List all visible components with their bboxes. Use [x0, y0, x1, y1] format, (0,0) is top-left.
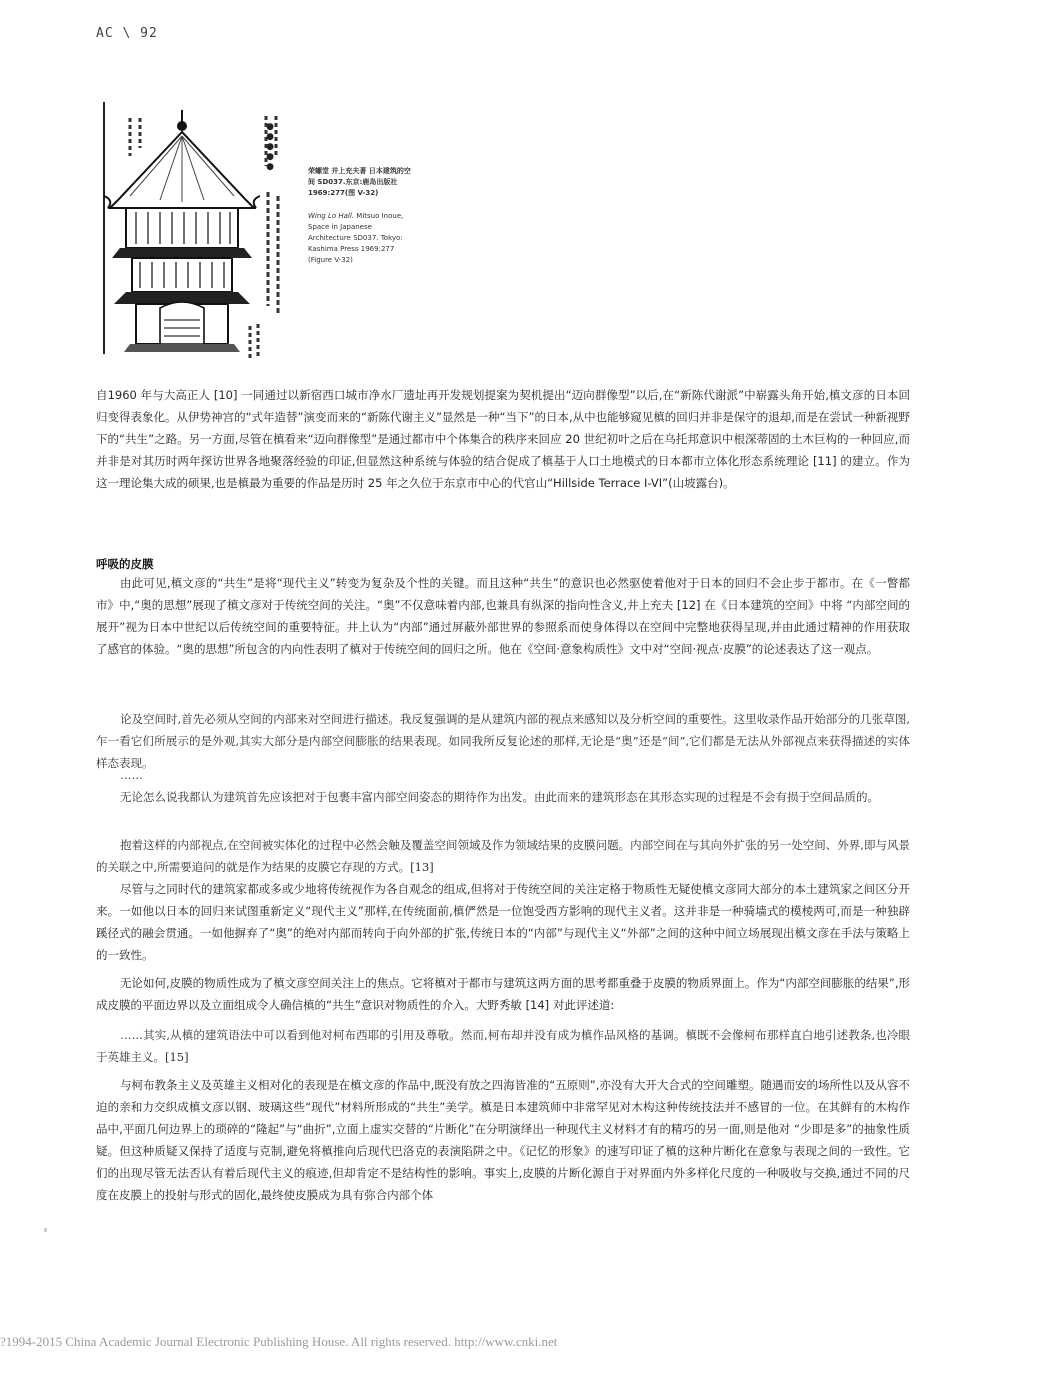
caption-chinese: 荣螺堂 井上充夫著 日本建筑的空间 SD037.东京:鹿岛出版社 1969:277(图 V-32)	[308, 167, 411, 197]
quote-ellipsis: ……	[120, 768, 143, 782]
figure-caption	[308, 166, 414, 266]
quote-paragraph-2: 无论怎么说我都认为建筑首先应该把对于包裹丰富内部空间姿态的期待作为出发。由此而来的建筑形态在其形态实现的过程是不会有损于空间品质的。	[120, 790, 879, 804]
margin-mark	[44, 1228, 47, 1232]
svg-text:●●●●●: ●●●●●	[265, 122, 275, 172]
body-paragraph-1: 由此可见,槙文彦的“共生”是将“现代主义”转变为复杂及个性的关键。而且这种“共生”的意识也必然驱使着他对于日本的回归不会止步于都市。在《一瞥都市》中,“奥的思想”展现了槙文彦对于传统空间的关注。“奥”不仅意味着内部,也兼具有纵深的指向性含义,井上充夫 [12] 在《日本建筑的空间》中将 “内部空间的展开”视为日本中世纪以后传统空间的重要特征。井上认为“内部”通过屏蔽外部世界的参照系而使身体得以在空间中完整地获得呈现,并由此通过精神的作用获取了感官的体验。“奥的思想”所包含的内向性表明了槙对于传统空间的回归之所。他在《空间·意象构质性》文中对“空间·视点·皮膜”的论述表达了这一观点。	[96, 576, 910, 656]
body-paragraph-3: 无论如何,皮膜的物质性成为了槙文彦空间关注上的焦点。它将槙对于都市与建筑这两方面的思考都重叠于皮膜的物质界面上。作为“内部空间膨胀的结果”,形成皮膜的平面边界以及立面组成令人确信槙的“共生”意识对物质性的介入。大野秀敏 [14] 对此评述道:	[96, 976, 910, 1012]
caption-english-rest: Mitsuo Inoue, Space in Japanese Architecture SD037. Tokyo: Kashima Press 1969:277 (Figure V-32)	[308, 212, 404, 264]
body-paragraph-4: 与柯布教条主义及英雄主义相对化的表现是在槙文彦的作品中,既没有放之四海皆准的“五原则”,亦没有大开大合式的空间雕塑。随遇而安的场所性以及从容不迫的亲和力交织成槙文彦以钢、玻璃这些“现代”材料所形成的“共生”美学。槙是日本建筑师中非常罕见对木构这种传统技法并不感冒的一位。在其鲜有的木构作品中,平面几何边界上的琐碎的“隆起”与“曲折”,立面上虚实交替的“片断化”在分明演绎出一种现代主义材料才有的精巧的另一面,则是他对 “少即是多”的抽象性质疑。但这种质疑又保持了适度与克制,避免将槙推向后现代巴洛克的表演陷阱之中。《记忆的形象》的速写印证了槙的这种片断化在意象与表现之间的一致性。它们的出现尽管无法否认有着后现代主义的痕迹,但却肯定不是结构性的影响。事实上,皮膜的片断化源自于对界面内外多样化尺度的一种吸收与交换,通过不同的尺度在皮膜上的投射与形式的固化,最终使皮膜成为具有弥合内部个体	[96, 1078, 910, 1202]
section-title: 呼吸的皮膜	[96, 557, 154, 571]
body-paragraph-2: 尽管与之同时代的建筑家都或多或少地将传统视作为各自观念的组成,但将对于传统空间的关注定格于物质性无疑使槙文彦同大部分的本土建筑家之间区分开来。一如他以日本的回归来试图重新定义“现代主义”那样,在传统面前,槙俨然是一位饱受西方影响的现代主义者。这并非是一种骑墙式的模棱两可,而是一种独辟蹊径式的融会贯通。一如他摒弃了“奥”的绝对内部而转向于向外部的扩张,传统日本的“内部”与现代主义“外部”之间的这种中间立场展现出槙文彦在手法与策略上的一致性。	[96, 882, 910, 962]
copyright-footer: ?1994-2015 China Academic Journal Electronic Publishing House. All rights reserved. http://www.cnki.net	[0, 1334, 558, 1349]
pagoda-illustration	[100, 96, 296, 358]
quote-paragraph-4: ……其实,从槙的建筑语法中可以看到他对柯布西耶的引用及尊敬。然而,柯布却并没有成为槙作品风格的基调。槙既不会像柯布那样直白地引述教条,也冷眼于英雄主义。[15]	[96, 1028, 910, 1064]
page-header: AC \ 92	[96, 26, 158, 41]
quote-paragraph-1: 论及空间时,首先必须从空间的内部来对空间进行描述。我反复强调的是从建筑内部的视点来感知以及分析空间的重要性。这里收录作品开始部分的几张草图,乍一看它们所展示的是外观,其实大部分是内部空间膨胀的结果表现。如同我所反复论述的那样,无论是“奥”还是“间”,它们都是无法从外部视点来获得描述的实体样态表现。	[96, 712, 910, 770]
caption-english-title: Wing Lo Hall.	[308, 212, 355, 220]
caption-english	[308, 211, 414, 266]
intro-paragraph: 自1960 年与大高正人 [10] 一同通过以新宿西口城市净水厂遗址再开发规划提案为契机提出“迈向群像型”以后,在“新陈代谢派”中崭露头角开始,槙文彦的日本回归变得表象化。从伊势神宫的“式年造替”演变而来的“新陈代谢主义”显然是一种“当下”的日本,从中也能够窥见槙的回归并非是保守的退却,而是在尝试一种新视野下的“共生”之路。另一方面,尽管在槙看来“迈向群像型”是通过都市中个体集合的秩序来回应 20 世纪初叶之后在乌托邦意识中根深蒂固的土木巨构的一种回应,而并非是对其历时两年探访世界各地聚落经验的印证,但显然这种系统与体验的结合促成了槙基于人口土地模式的日本都市立体化形态系统理论 [11] 的建立。作为这一理论集大成的硕果,也是槙最为重要的作品是历时 25 年之久位于东京市中心的代官山“Hillside Terrace I-VI”(山坡露台)。	[96, 388, 910, 490]
quote-paragraph-3: 抱着这样的内部视点,在空间被实体化的过程中必然会触及覆盖空间领域及作为领域结果的皮膜问题。内部空间在与其向外扩张的另一处空间、外界,即与风景的关联之中,所需要追问的就是作为结果的皮膜它存现的方式。[13]	[96, 838, 910, 874]
